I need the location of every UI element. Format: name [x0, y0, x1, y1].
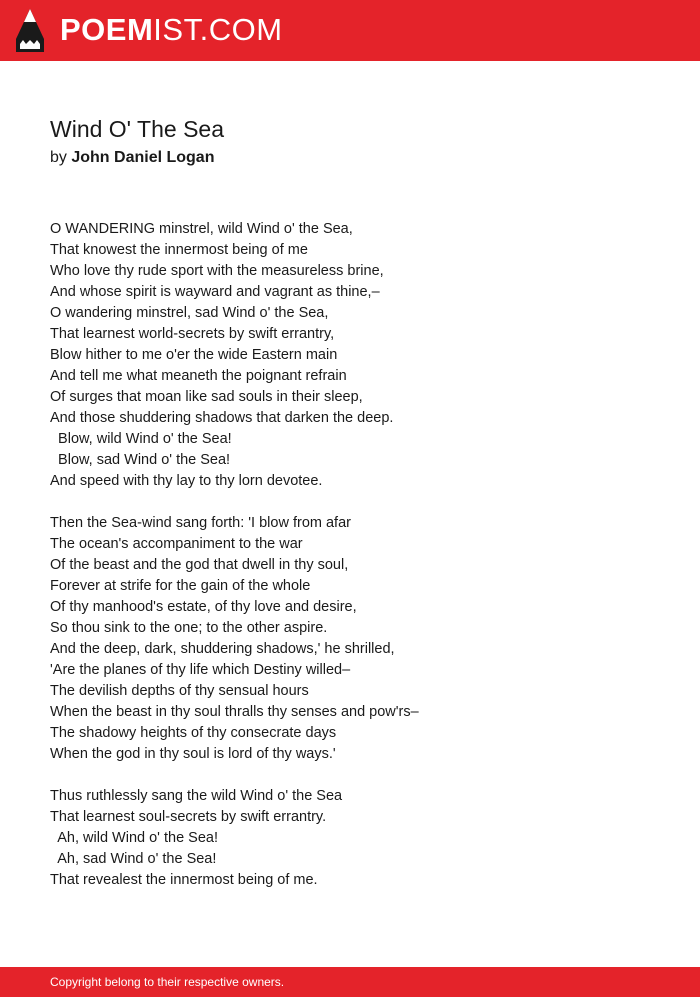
poem-line: And speed with thy lay to thy lorn devotee.: [50, 473, 323, 489]
site-header: [0, 0, 700, 61]
stanza: [50, 786, 650, 891]
poem-line: Of the beast and the god that dwell in thy soul,: [50, 557, 349, 573]
poem-line: And whose spirit is wayward and vagrant as thine,–: [50, 284, 380, 300]
by-label: by: [50, 149, 67, 166]
poem-line: The devilish depths of thy sensual hours: [50, 683, 309, 699]
poem-line: Forever at strife for the gain of the whole: [50, 578, 311, 594]
author-name: John Daniel Logan: [71, 149, 215, 166]
byline: [50, 149, 214, 167]
logo-text-bold: POEM: [60, 12, 154, 47]
poem-line: Blow hither to me o'er the wide Eastern main: [50, 347, 338, 363]
poem-line: That revealest the innermost being of me.: [50, 872, 318, 888]
poem-line: Of surges that moan like sad souls in their sleep,: [50, 389, 363, 405]
poem-line: Ah, wild Wind o' the Sea!: [50, 830, 218, 846]
poem-line: 'Are the planes of thy life which Destiny willed–: [50, 662, 351, 678]
poem-line: And tell me what meaneth the poignant refrain: [50, 368, 347, 384]
poem-line: That learnest world-secrets by swift errantry,: [50, 326, 335, 342]
stanza: [50, 219, 650, 492]
poem-line: And the deep, dark, shuddering shadows,' he shrilled,: [50, 641, 395, 657]
poem-line: When the beast in thy soul thralls thy senses and pow'rs–: [50, 704, 419, 720]
poem-line: Thus ruthlessly sang the wild Wind o' the Sea: [50, 788, 343, 804]
poem-title: Wind O' The Sea: [50, 116, 224, 142]
logo-text-light: IST.COM: [153, 12, 283, 47]
poem-line: Ah, sad Wind o' the Sea!: [50, 851, 217, 867]
pencil-icon[interactable]: [16, 9, 44, 52]
poem-line: And those shuddering shadows that darken the deep.: [50, 410, 394, 426]
poem-line: The ocean's accompaniment to the war: [50, 536, 303, 552]
poem-line: That knowest the innermost being of me: [50, 242, 308, 258]
site-logo[interactable]: [60, 12, 283, 48]
poem-line: Blow, sad Wind o' the Sea!: [50, 452, 231, 468]
stanza: [50, 513, 650, 765]
poem-line: O WANDERING minstrel, wild Wind o' the Sea,: [50, 221, 353, 237]
poem-line: So thou sink to the one; to the other aspire.: [50, 620, 328, 636]
poem-line: Who love thy rude sport with the measureless brine,: [50, 263, 384, 279]
poem-line: O wandering minstrel, sad Wind o' the Sea,: [50, 305, 329, 321]
copyright-text: Copyright belong to their respective owners.: [50, 975, 285, 989]
poem-line: Blow, wild Wind o' the Sea!: [50, 431, 232, 447]
poem-body: [50, 219, 650, 912]
poem-line: Then the Sea-wind sang forth: 'I blow from afar: [50, 515, 351, 531]
poem-line: When the god in thy soul is lord of thy ways.': [50, 746, 336, 762]
poem-line: Of thy manhood's estate, of thy love and desire,: [50, 599, 357, 615]
site-footer: [0, 967, 700, 997]
poem-line: The shadowy heights of thy consecrate days: [50, 725, 337, 741]
poem-line: That learnest soul-secrets by swift errantry.: [50, 809, 327, 825]
